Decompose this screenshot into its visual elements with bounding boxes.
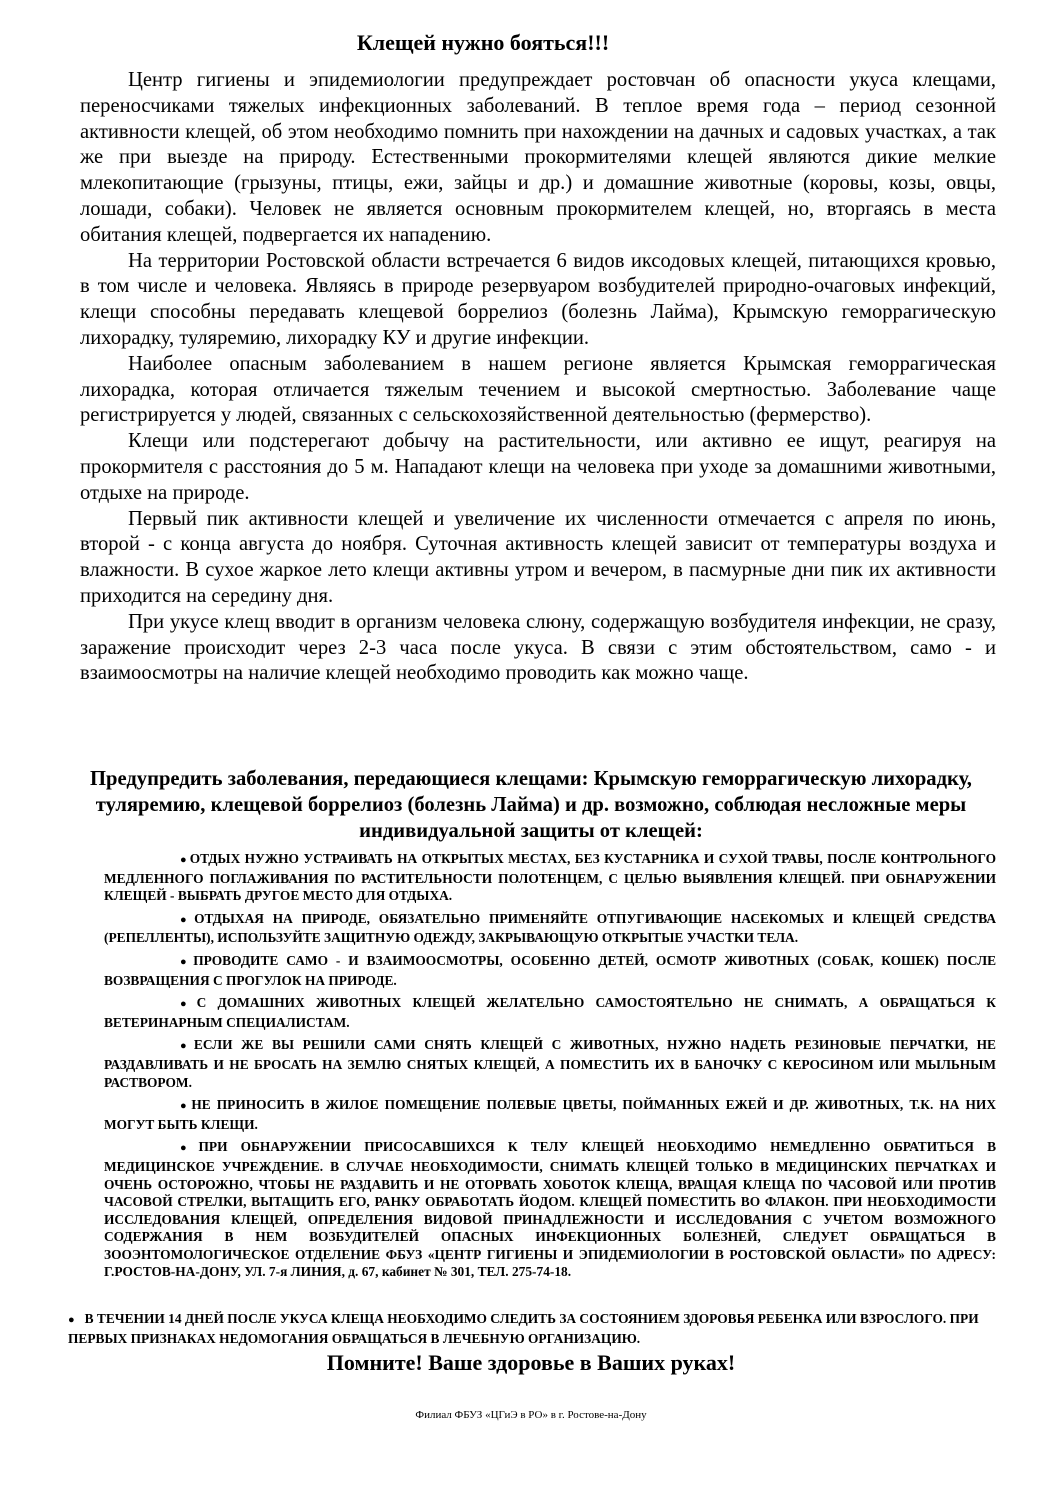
bullet-icon: ● (180, 1040, 192, 1053)
rule-item (104, 952, 996, 989)
prevention-heading: Предупредить заболевания, передающиеся клещами: Крымскую геморрагическую лихорадку, туляремию, клещевой боррелиоз (болезнь Лайма) и др. возможно, соблюдая несложные меры индивидуальной защиты от клещей: (90, 768, 972, 842)
prevention-rules (104, 850, 996, 1286)
paragraph: Центр гигиены и эпидемиологии предупреждает ростовчан об опасности укуса клещами, переносчиками тяжелых инфекционных заболеваний. В теплое время года – период сезонной активности клещей, об этом необходимо помнить при нахождении на дачных и садовых участках, а так же при выезде на природу. Естественными прокормителями клещей являются дикие мелкие млекопитающие (грызуны, птицы, ежи, зайцы и др.) и домашние животные (коровы, козы, овцы, лошади, собаки). Человек не является основным прокормителем клещей, но, вторгаясь в места обитания клещей, подвергается их нападению. (80, 69, 996, 246)
footer-organization: Филиал ФБУЗ «ЦГиЭ в РО» в г. Ростове-на-Дону (415, 1409, 647, 1421)
rule-item (104, 1036, 996, 1091)
bullet-icon: ● (180, 998, 195, 1011)
rule-text: ПРИ ОБНАРУЖЕНИИ ПРИСОСАВШИХСЯ К ТЕЛУ КЛЕЩЕЙ НЕОБХОДИМО НЕМЕДЛЕННО ОБРАТИТЬСЯ В МЕДИЦИНСКОЕ УЧРЕЖДЕНИЕ. В СЛУЧАЕ НЕОБХОДИМОСТИ, СНИМАТЬ КЛЕЩЕЙ ТОЛЬКО В МЕДИЦИНСКИХ ПЕРЧАТКАХ И ОЧЕНЬ ОСТОРОЖНО, ЧТОБЫ НЕ РАЗДАВИТЬ И НЕ ОТОРВАТЬ ХОБОТОК КЛЕЩА, ВРАЩАЯ КЛЕЩА ПО ЧАСОВОЙ ИЛИ ПРОТИВ ЧАСОВОЙ СТРЕЛКИ, ВЫТАЩИТЬ ЕГО, РАНКУ ОБРАБОТАТЬ ЙОДОМ. КЛЕЩЕЙ ПОМЕСТИТЬ ВО ФЛАКОН. ПРИ НЕОБХОДИМОСТИ ИССЛЕДОВАНИЯ КЛЕЩЕЙ, ОПРЕДЕЛЕНИЯ ВИДОВОЙ ПРИНАДЛЕЖНОСТИ И ИССЛЕДОВАНИЯ С УЧЕТОМ ВОЗМОЖНОГО СОДЕРЖАНИЯ В НЕМ ВОЗБУДИТЕЛЕЙ ОПАСНЫХ ИНФЕКЦИОННЫХ БОЛЕЗНЕЙ, СЛЕДУЕТ ОБРАЩАТЬСЯ В ЗООЭНТОМОЛОГИЧЕСКОЕ ОТДЕЛЕНИЕ ФБУЗ «ЦЕНТР ГИГИЕНЫ И ЭПИДЕМИОЛОГИИ В РОСТОВСКОЙ ОБЛАСТИ» ПО АДРЕСУ: Г.РОСТОВ-НА-ДОНУ, УЛ. 7-я ЛИНИЯ, д. 67, кабинет № 301, ТЕЛ. 275-74-18. (104, 1139, 996, 1280)
rule-item (104, 850, 996, 905)
rule-text: С ДОМАШНИХ ЖИВОТНЫХ КЛЕЩЕЙ ЖЕЛАТЕЛЬНО САМОСТОЯТЕЛЬНО НЕ СНИМАТЬ, А ОБРАЩАТЬСЯ К ВЕТЕРИНАРНЫМ СПЕЦИАЛИСТАМ. (104, 995, 996, 1030)
bullet-icon: ● (68, 1314, 75, 1326)
bullet-icon: ● (180, 1100, 190, 1113)
paragraph: Первый пик активности клещей и увеличение их численности отмечается с апреля по июнь, второй - с конца августа до ноября. Суточная активность клещей зависит от температуры воздуха и влажности. В сухое жаркое лето клещи активны утром и вечером, в пасмурные дни пик их активности приходится на середину дня. (80, 507, 996, 607)
rule-item (104, 910, 996, 947)
closing-statement: Помните! Ваше здоровье в Ваших руках! (326, 1350, 736, 1375)
rule-text: ОТДЫХАЯ НА ПРИРОДЕ, ОБЯЗАТЕЛЬНО ПРИМЕНЯЙТЕ ОТПУГИВАЮЩИЕ НАСЕКОМЫХ И КЛЕЩЕЙ СРЕДСТВА (РЕПЕЛЛЕНТЫ), ИСПОЛЬЗУЙТЕ ЗАЩИТНУЮ ОДЕЖДУ, ЗАКРЫВАЮЩУЮ ОТКРЫТЫЕ УЧАСТКИ ТЕЛА. (104, 910, 996, 946)
document-body (80, 68, 996, 687)
bullet-icon: ● (180, 1142, 197, 1155)
paragraph: На территории Ростовской области встречается 6 видов иксодовых клещей, питающихся кровью, в том числе и человека. Являясь в природе резервуаром возбудителей природно-очаговых инфекций, клещи способны передавать клещевой боррелиоз (болезнь Лайма), Крымскую геморрагическую лихорадку, туляремию, лихорадку КУ и другие инфекции. (80, 249, 996, 349)
rule-item (104, 1138, 996, 1281)
rule-text: НЕ ПРИНОСИТЬ В ЖИЛОЕ ПОМЕЩЕНИЕ ПОЛЕВЫЕ ЦВЕТЫ, ПОЙМАННЫХ ЕЖЕЙ И ДР. ЖИВОТНЫХ, Т.К. НА НИХ МОГУТ БЫТЬ КЛЕЩИ. (104, 1097, 996, 1132)
bullet-icon: ● (180, 854, 188, 866)
rule-text: В ТЕЧЕНИИ 14 ДНЕЙ ПОСЛЕ УКУСА КЛЕЩА НЕОБХОДИМО СЛЕДИТЬ ЗА СОСТОЯНИЕМ ЗДОРОВЬЯ РЕБЕНКА ИЛИ ВЗРОСЛОГО. ПРИ ПЕРВЫХ ПРИЗНАКАХ НЕДОМОГАНИЯ ОБРАЩАТЬСЯ В ЛЕЧЕБНУЮ ОРГАНИЗАЦИЮ. (68, 1311, 979, 1346)
rule-text: ПРОВОДИТЕ САМО - И ВЗАИМООСМОТРЫ, ОСОБЕННО ДЕТЕЙ, ОСМОТР ЖИВОТНЫХ (СОБАК, КОШЕК) ПОСЛЕ ВОЗВРАЩЕНИЯ С ПРОГУЛОК НА ПРИРОДЕ. (104, 952, 996, 988)
bullet-icon: ● (180, 913, 193, 926)
paragraph: При укусе клещ вводит в организм человека слюну, содержащую возбудителя инфекции, не сразу, заражение происходит через 2-3 часа после укуса. В связи с этим обстоятельством, само - и взаимоосмотры на наличие клещей необходимо проводить как можно чаще. (80, 610, 996, 685)
paragraph: Клещи или подстерегают добычу на растительности, или активно ее ищут, реагируя на прокормителя с расстояния до 5 м. Нападают клещи на человека при уходе за домашними животными, отдыхе на природе. (80, 430, 996, 504)
rule-text: ОТДЫХ НУЖНО УСТРАИВАТЬ НА ОТКРЫТЫХ МЕСТАХ, БЕЗ КУСТАРНИКА И СУХОЙ ТРАВЫ, ПОСЛЕ КОНТРОЛЬНОГО МЕДЛЕННОГО ПОГЛАЖИВАНИЯ ПО РАСТИТЕЛЬНОСТИ ПОЛОТЕНЦЕМ, С ЦЕЛЬЮ ВЫЯВЛЕНИЯ КЛЕЩЕЙ. ПРИ ОБНАРУЖЕНИИ КЛЕЩЕЙ - ВЫБРАТЬ ДРУГОЕ МЕСТО ДЛЯ ОТДЫХА. (104, 851, 996, 904)
final-rule (68, 1310, 988, 1347)
document-title: Клещей нужно бояться!!! (356, 30, 610, 55)
rule-item (104, 1096, 996, 1133)
rule-text: ЕСЛИ ЖЕ ВЫ РЕШИЛИ САМИ СНЯТЬ КЛЕЩЕЙ С ЖИВОТНЫХ, НУЖНО НАДЕТЬ РЕЗИНОВЫЕ ПЕРЧАТКИ, НЕ РАЗДАВЛИВАТЬ И НЕ БРОСАТЬ НА ЗЕМЛЮ СНЯТЫХ КЛЕЩЕЙ, А ПОМЕСТИТЬ ИХ В БАНОЧКУ С КЕРОСИНОМ ИЛИ МЫЛЬНЫМ РАСТВОРОМ. (104, 1037, 996, 1090)
bullet-icon: ● (180, 955, 192, 968)
rule-item (104, 994, 996, 1031)
paragraph: Наиболее опасным заболеванием в нашем регионе является Крымская геморрагическая лихорадка, которая отличается тяжелым течением и высокой смертностью. Заболевание чаще регистрируется у людей, связанных с сельскохозяйственной деятельностью (фермерство). (80, 352, 996, 427)
